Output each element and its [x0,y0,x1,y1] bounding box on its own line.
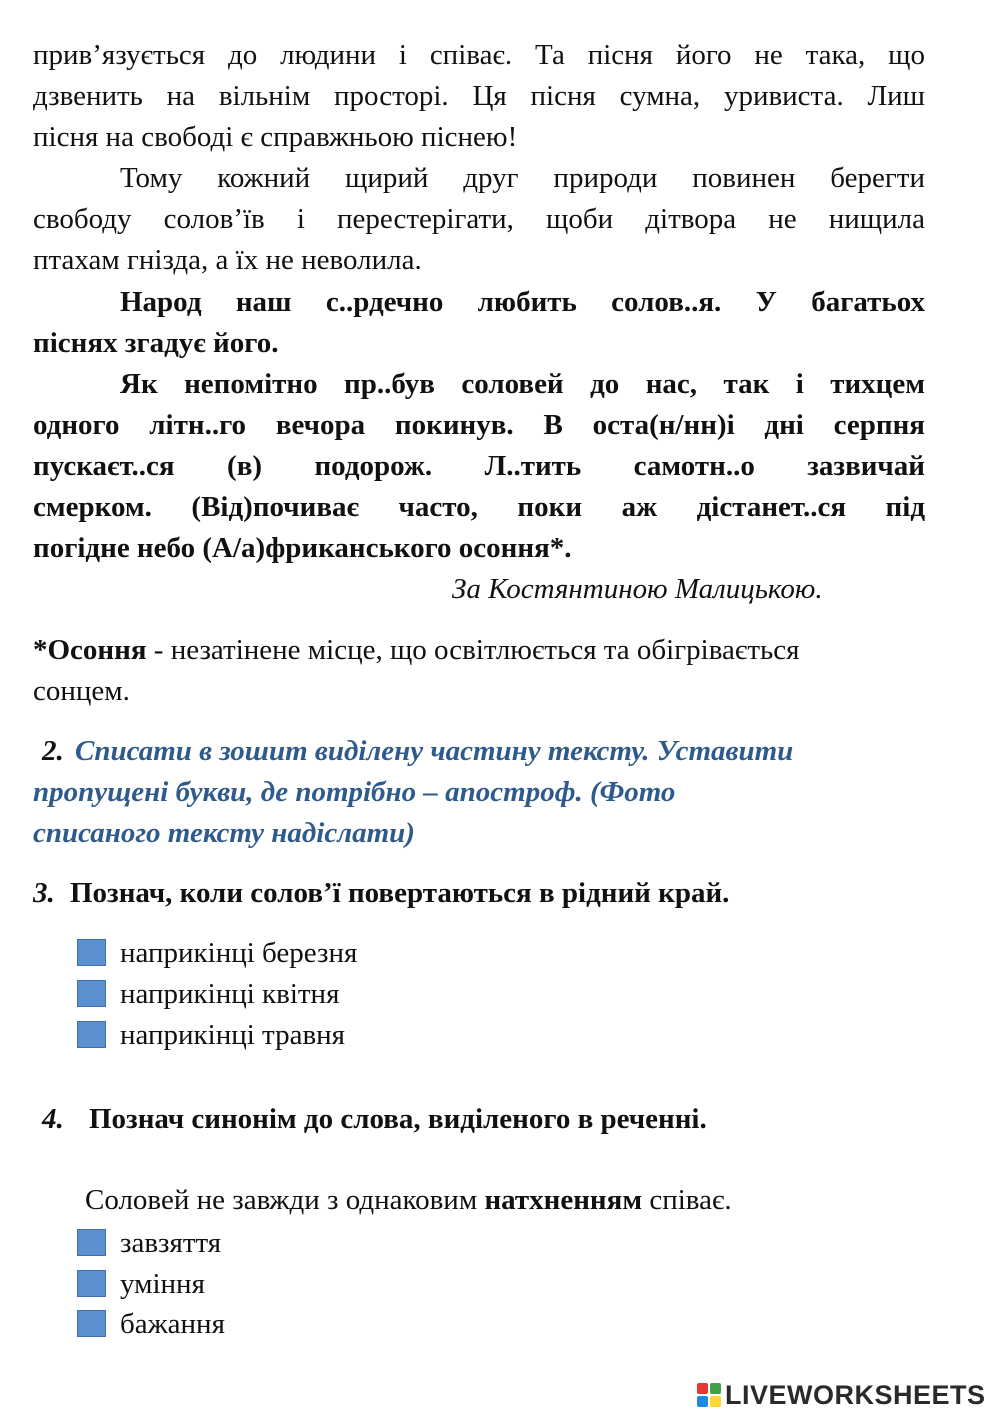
task3-number: 3. [33,877,55,909]
highlighted-text-line: погідне небо (А/а)фриканського осоння*. [33,532,572,564]
footnote-term: *Осоння [33,634,147,666]
sentence-part: співає. [642,1184,732,1216]
task4-question-text: Познач синонім до слова, виділеного в реченні. [89,1103,707,1135]
task2-instruction: Списати в зошит виділену частину тексту. Уставити [75,735,794,767]
highlighted-text-line: Як непомітно пр..був соловей до нас, так і тихцем [120,368,925,400]
answer-option-label: наприкінці травня [120,1019,345,1051]
footnote-continuation: сонцем. [33,675,130,707]
example-sentence [85,1180,732,1221]
author-attribution: За Костянтиною Малицькою. [452,573,823,605]
text-line: дзвенить на вільнім просторі. Ця пісня сумна, уривиста. Лиш [33,80,925,112]
highlighted-text-line: смерком. (Від)почиває часто, поки аж дістанет..ся під [33,491,925,523]
task3-question [33,873,729,914]
liveworksheets-logo [697,1380,986,1410]
task3-question-text: Познач, коли солов’ї повертаються в рідний край. [70,877,730,909]
highlighted-text-line: пускаєт..ся (в) подорож. Л..тить самотн..о зазвичай [33,450,925,482]
highlighted-word: натхненням [484,1184,643,1216]
task4-question [42,1099,707,1140]
task2-number: 2. [42,735,64,767]
answer-checkbox[interactable] [77,1270,106,1297]
highlighted-text-line: піснях згадує його. [33,327,279,359]
task2-title [42,731,793,772]
task4-number: 4. [42,1103,64,1135]
answer-checkbox[interactable] [77,980,106,1007]
task2-instruction: пропущені букви, де потрібно – апостроф. (Фото [33,776,676,808]
footnote [33,630,799,671]
answer-option-label: завзяття [120,1227,222,1259]
sentence-part: Соловей не завжди з однаковим [85,1184,485,1216]
footnote-definition: - незатінене місце, що освітлюється та обігрівається [146,634,800,666]
text-line: пісня на свободі є справжньою піснею! [33,121,518,153]
answer-checkbox[interactable] [77,1021,106,1048]
text-line: прив’язується до людини і співає. Та пісня його не така, що [33,39,925,71]
task2-instruction: списаного тексту надіслати) [33,817,415,849]
answer-checkbox[interactable] [77,1229,106,1256]
liveworksheets-icon [697,1383,721,1407]
answer-checkbox[interactable] [77,939,106,966]
answer-option-label: наприкінці березня [120,937,358,969]
text-line: свободу солов’їв і перестерігати, щоби дітвора не нищила [33,203,925,235]
answer-option-label: наприкінці квітня [120,978,340,1010]
highlighted-text-line: одного літн..го вечора покинув. В оста(н/нн)і дні серпня [33,409,925,441]
brand-name: LIVEWORKSHEETS [725,1379,986,1410]
answer-option-label: бажання [120,1308,225,1340]
answer-option-label: уміння [120,1268,205,1300]
highlighted-text-line: Народ наш с..рдечно любить солов..я. У багатьох [120,286,925,318]
text-line: Тому кожний щирий друг природи повинен берегти [120,162,925,194]
text-line: птахам гнізда, а їх не неволила. [33,244,422,276]
answer-checkbox[interactable] [77,1310,106,1337]
